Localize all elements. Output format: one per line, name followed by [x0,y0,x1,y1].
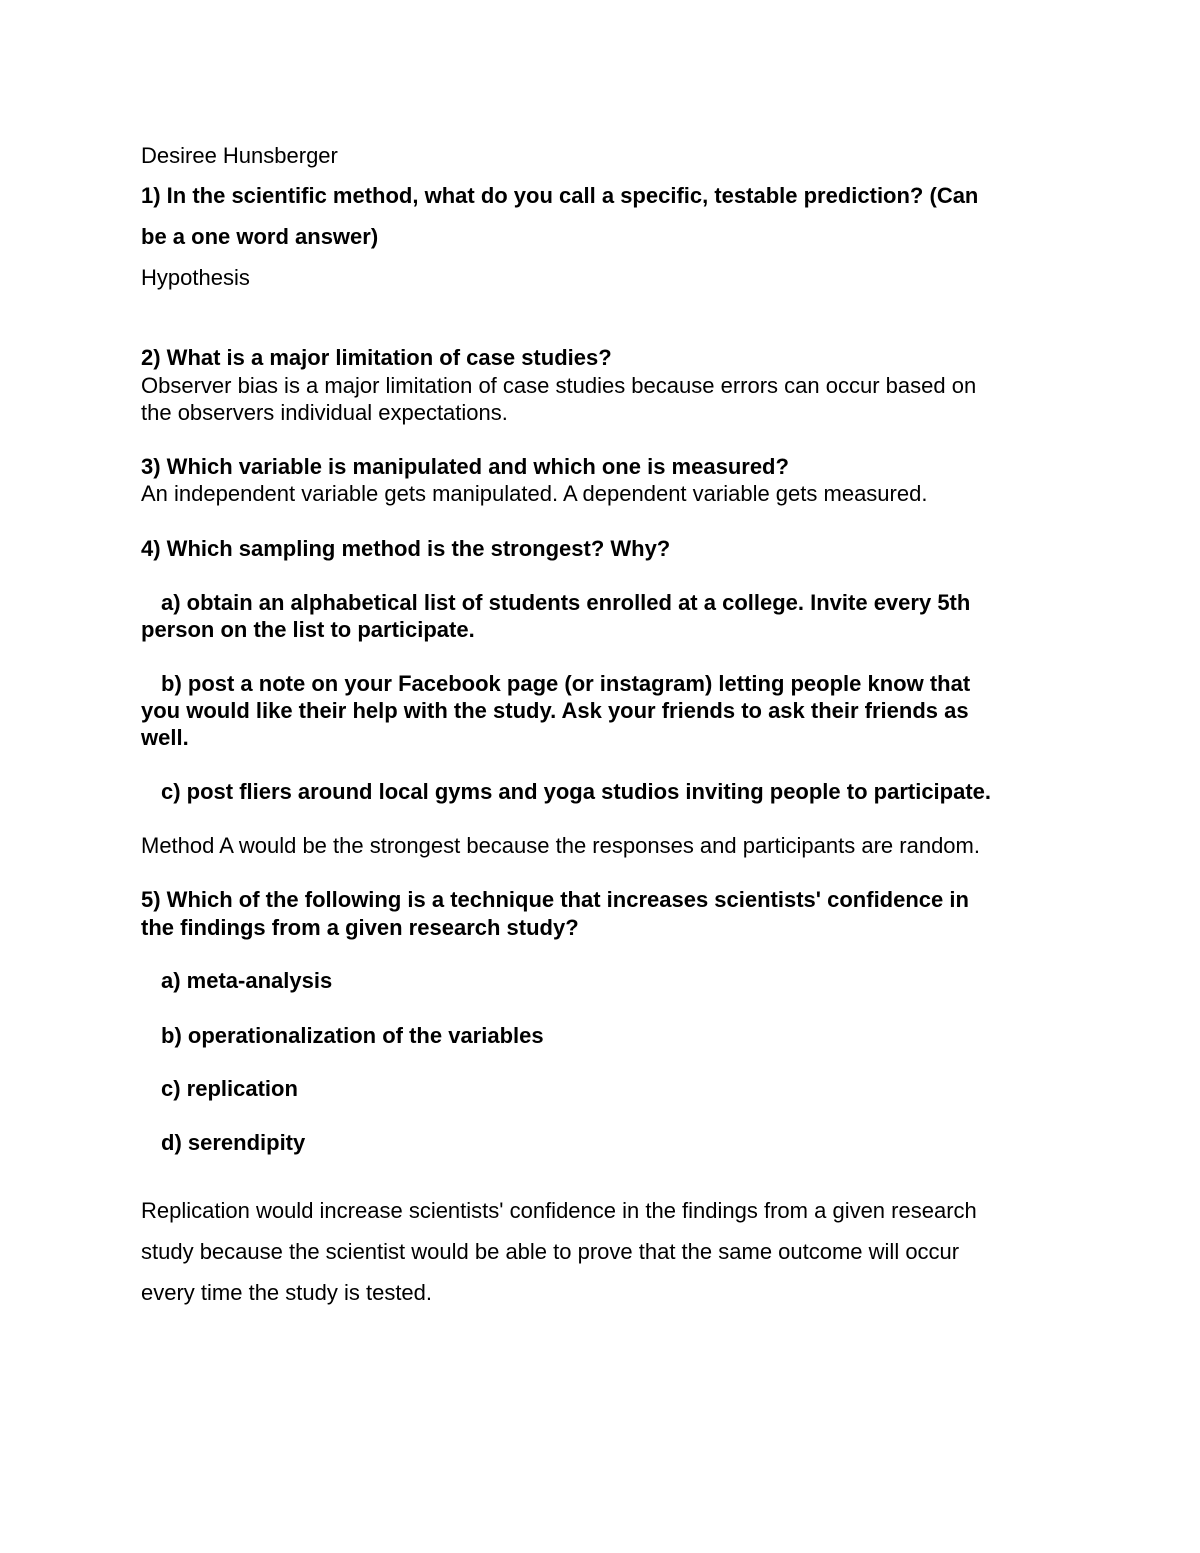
q4-answer: Method A would be the strongest because the responses and participants are random. [141,833,980,858]
q5-question-line-2: the findings from a given research study? [141,915,579,940]
q4-option-a-line-1: a) obtain an alphabetical list of students enrolled at a college. Invite every 5th [161,590,971,615]
q5-option-b: b) operationalization of the variables [161,1023,544,1048]
q5-option-a: a) meta-analysis [161,968,333,993]
q2-answer-line-1: Observer bias is a major limitation of case studies because errors can occur based on [141,373,977,398]
q2-question: 2) What is a major limitation of case studies? [141,345,612,370]
q4-option-b-line-1: b) post a note on your Facebook page (or instagram) letting people know that [161,671,971,696]
q3-question: 3) Which variable is manipulated and which one is measured? [141,454,789,479]
q1-line-1: 1) In the scientific method, what do you call a specific, testable prediction? (Can [141,183,979,208]
q4-option-b-line-3: well. [141,725,189,750]
q1-line-2: be a one word answer) [141,224,379,249]
q5-answer-line-1: Replication would increase scientists' confidence in the findings from a given research [141,1198,977,1223]
q5-option-d: d) serendipity [161,1130,306,1155]
q4-option-b-line-2: you would like their help with the study. Ask your friends to ask their friends as [141,698,969,723]
q4-question: 4) Which sampling method is the strongest? Why? [141,536,671,561]
author-name: Desiree Hunsberger [141,143,338,168]
q5-question-line-1: 5) Which of the following is a technique that increases scientists' confidence in [141,887,969,912]
q2-answer-line-2: the observers individual expectations. [141,400,508,425]
q3-answer: An independent variable gets manipulated. A dependent variable gets measured. [141,481,928,506]
q4-option-c: c) post fliers around local gyms and yoga studios inviting people to participate. [161,779,992,804]
q5-option-c: c) replication [161,1076,298,1101]
q5-answer-line-3: every time the study is tested. [141,1280,433,1305]
q4-option-a-line-2: person on the list to participate. [141,617,475,642]
q5-answer-line-2: study because the scientist would be able to prove that the same outcome will occur [141,1239,960,1264]
q1-answer: Hypothesis [141,265,250,290]
